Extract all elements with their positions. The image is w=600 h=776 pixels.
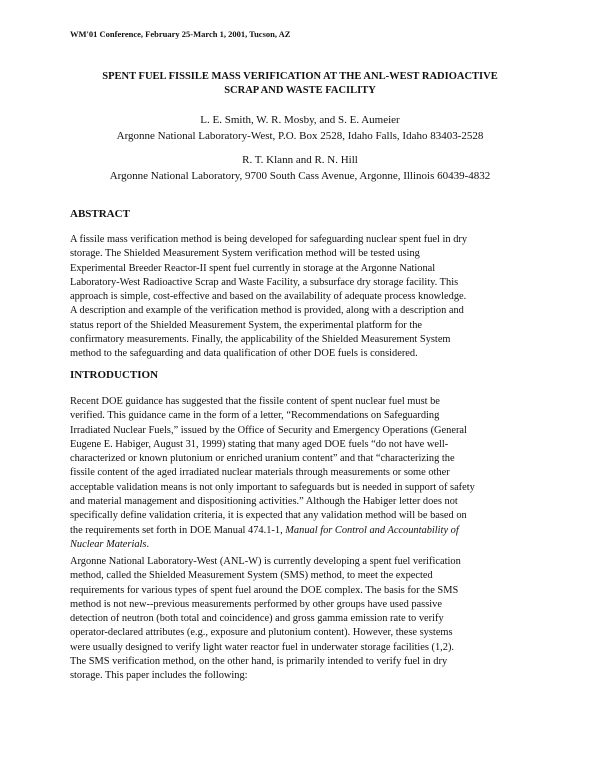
text-line: and material management and dispositioning activities.” Although the Habiger letter does not — [70, 496, 458, 508]
text-line: characterized or known plutonium or enriched uranium content” and that “characterizing the — [70, 453, 455, 465]
manual-title-italic: Nuclear Materials — [70, 538, 147, 550]
text-line: detection of neutron (both total and coincidence) and gross gamma emission rate to verify — [70, 613, 444, 625]
text-run: the requirements set forth in DOE Manual 474.1-1, — [70, 524, 286, 536]
text-line: Eugene E. Habiger, August 31, 1999) stating that many aged DOE fuels “do not have well- — [70, 438, 449, 450]
introduction-paragraph-2 — [70, 555, 532, 684]
text-line: status report of the Shielded Measurement System, the experimental platform for the — [70, 319, 423, 331]
abstract-paragraph — [70, 233, 532, 362]
conference-header: WM'01 Conference, February 25-March 1, 2001, Tucson, AZ — [70, 29, 291, 39]
text-line: storage. The Shielded Measurement System verification method will be tested using — [70, 248, 420, 260]
author-block — [40, 112, 560, 144]
paper-title — [60, 70, 540, 98]
author-block — [40, 152, 560, 184]
text-line — [70, 524, 532, 538]
text-line: method, called the Shielded Measurement System (SMS) method, to meet the expected — [70, 570, 433, 582]
text-line: A fissile mass verification method is being developed for safeguarding nuclear spent fuel in dry — [70, 234, 468, 245]
text-line: approach is simple, cost-effective and based on the availability of adequate process knowledge. — [70, 291, 467, 303]
text-line: storage. This paper includes the following: — [70, 670, 248, 682]
author-affiliation: Argonne National Laboratory-West, P.O. Box 2528, Idaho Falls, Idaho 83403-2528 — [116, 130, 484, 142]
text-line: Laboratory-West Radioactive Scrap and Waste Facility, a subsurface dry storage facility. This — [70, 276, 459, 288]
text-line: method to the safeguarding and data qualification of other DOE fuels is considered. — [70, 348, 418, 360]
text-line: Recent DOE guidance has suggested that the fissile content of spent nuclear fuel must be — [70, 396, 440, 407]
text-line: were usually designed to verify light water reactor fuel in underwater storage facilities (1,2). — [70, 641, 455, 653]
author-names: L. E. Smith, W. R. Mosby, and S. E. Aumeier — [200, 114, 400, 126]
text-line: specifically define validation criteria, it is expected that any validation method will be based on — [70, 510, 467, 522]
text-line: confirmatory measurements. Finally, the applicability of the Shielded Measurement System — [70, 334, 451, 346]
text-line: operator-declared attributes (e.g., exposure and plutonium content). However, these systems — [70, 627, 453, 639]
introduction-heading: INTRODUCTION — [70, 369, 159, 381]
text-line: method is not new--previous measurements performed by other groups have used passive — [70, 598, 442, 610]
text-line: requirements for various types of spent fuel around the DOE complex. The basis for the SMS — [70, 584, 459, 596]
text-line: verified. This guidance came in the form of a letter, “Recommendations on Safeguarding — [70, 410, 440, 422]
introduction-paragraph-1 — [70, 395, 532, 552]
title-line: SPENT FUEL FISSILE MASS VERIFICATION AT THE ANL-WEST RADIOACTIVE — [102, 71, 498, 82]
text-line: acceptable validation means is not only important to safeguards but is needed in support of safety — [70, 481, 475, 493]
text-line: A description and example of the verification method is provided, along with a description and — [70, 305, 464, 317]
text-run: . — [146, 538, 150, 550]
text-line: Argonne National Laboratory-West (ANL-W) is currently developing a spent fuel verification — [70, 556, 461, 567]
text-line: The SMS verification method, on the other hand, is primarily intended to verify fuel in dry — [70, 656, 448, 668]
text-line: fissile content of the aged irradiated nuclear materials through measurements or some other — [70, 467, 450, 479]
author-names: R. T. Klann and R. N. Hill — [242, 154, 358, 166]
abstract-heading: ABSTRACT — [70, 208, 130, 220]
text-line — [70, 538, 532, 552]
text-line: Irradiated Nuclear Fuels,” issued by the Office of Security and Emergency Operations (General — [70, 424, 467, 436]
author-affiliation: Argonne National Laboratory, 9700 South Cass Avenue, Argonne, Illinois 60439-4832 — [109, 170, 491, 182]
text-line: Experimental Breeder Reactor-II spent fuel currently in storage at the Argonne National — [70, 262, 436, 274]
manual-title-italic: Manual for Control and Accountability of — [285, 524, 459, 536]
title-line: SCRAP AND WASTE FACILITY — [224, 85, 376, 96]
